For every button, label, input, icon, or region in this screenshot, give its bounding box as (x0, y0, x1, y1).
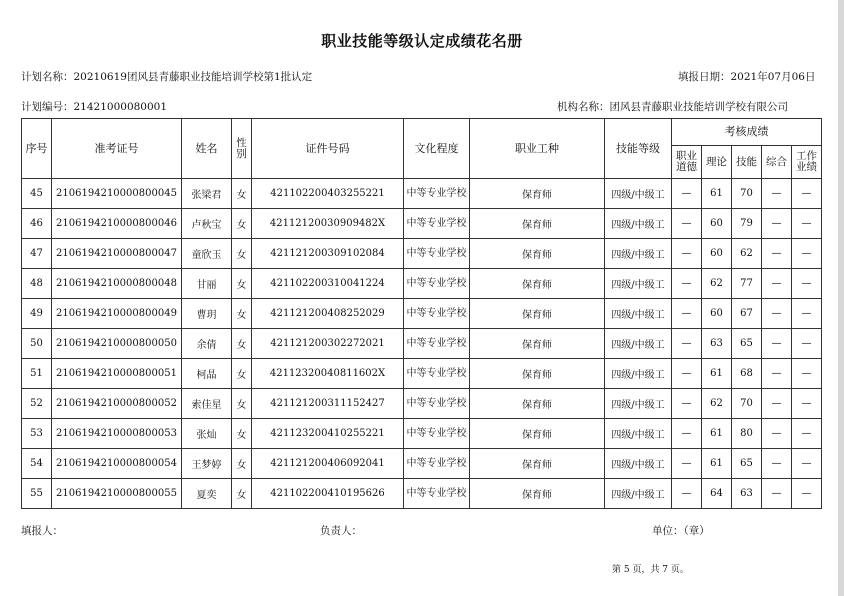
cell-seq: 46 (22, 209, 52, 239)
report-date: 填报日期：2021年07月06日 (678, 71, 816, 83)
cell-gender: 女 (232, 479, 252, 509)
cell-job: 保育师 (470, 269, 605, 299)
header-skill-level: 技能等级 (605, 119, 672, 179)
cell-seq: 49 (22, 299, 52, 329)
cell-id-no: 421121200302272021 (252, 329, 404, 359)
cell-theory: 60 (702, 209, 732, 239)
cell-ethics: — (672, 419, 702, 449)
cell-name: 王梦婷 (182, 449, 232, 479)
cell-name: 童欣玉 (182, 239, 232, 269)
cell-exam-no: 2106194210000800055 (52, 479, 182, 509)
cell-gender: 女 (232, 329, 252, 359)
header-exam-number: 准考证号 (52, 119, 182, 179)
page-title: 职业技能等级认定成绩花名册 (321, 32, 523, 50)
cell-ethics: — (672, 329, 702, 359)
cell-name: 甘丽 (182, 269, 232, 299)
cell-skill: 68 (732, 359, 762, 389)
plan-name: 计划名称：20210619团风县青藤职业技能培训学校第1批认定 (21, 71, 313, 83)
cell-name: 余倩 (182, 329, 232, 359)
cell-id-no: 421121200406092041 (252, 449, 404, 479)
cell-job: 保育师 (470, 179, 605, 209)
cell-skill: 70 (732, 179, 762, 209)
cell-gender: 女 (232, 449, 252, 479)
cell-education: 中等专业学校 (404, 389, 470, 419)
table-row (22, 299, 822, 329)
cell-level: 四级/中级工 (605, 299, 672, 329)
cell-ethics: — (672, 359, 702, 389)
cell-theory: 61 (702, 359, 732, 389)
cell-job: 保育师 (470, 239, 605, 269)
cell-performance: — (792, 239, 822, 269)
header-theory: 理论 (702, 146, 732, 179)
cell-skill: 65 (732, 449, 762, 479)
cell-level: 四级/中级工 (605, 209, 672, 239)
header-overall: 综合 (762, 146, 792, 179)
cell-id-no: 421121200309102084 (252, 239, 404, 269)
cell-level: 四级/中级工 (605, 239, 672, 269)
table-row (22, 239, 822, 269)
score-table (21, 118, 822, 509)
cell-gender: 女 (232, 359, 252, 389)
plan-number: 计划编号：21421000080001 (21, 101, 168, 113)
cell-ethics: — (672, 389, 702, 419)
cell-name: 索佳星 (182, 389, 232, 419)
cell-gender: 女 (232, 239, 252, 269)
cell-job: 保育师 (470, 479, 605, 509)
cell-theory: 62 (702, 269, 732, 299)
cell-overall: — (762, 179, 792, 209)
cell-seq: 45 (22, 179, 52, 209)
cell-exam-no: 2106194210000800052 (52, 389, 182, 419)
cell-job: 保育师 (470, 359, 605, 389)
table-row (22, 179, 822, 209)
cell-exam-no: 2106194210000800047 (52, 239, 182, 269)
cell-job: 保育师 (470, 419, 605, 449)
cell-theory: 61 (702, 419, 732, 449)
cell-level: 四级/中级工 (605, 389, 672, 419)
cell-seq: 52 (22, 389, 52, 419)
cell-id-no: 421121200408252029 (252, 299, 404, 329)
cell-overall: — (762, 209, 792, 239)
cell-skill: 67 (732, 299, 762, 329)
cell-overall: — (762, 359, 792, 389)
cell-gender: 女 (232, 299, 252, 329)
cell-level: 四级/中级工 (605, 359, 672, 389)
cell-education: 中等专业学校 (404, 359, 470, 389)
cell-theory: 62 (702, 389, 732, 419)
cell-skill: 63 (732, 479, 762, 509)
cell-level: 四级/中级工 (605, 329, 672, 359)
cell-name: 张灿 (182, 419, 232, 449)
header-scores: 考核成绩 (672, 119, 822, 146)
cell-gender: 女 (232, 389, 252, 419)
cell-skill: 70 (732, 389, 762, 419)
cell-performance: — (792, 269, 822, 299)
cell-performance: — (792, 449, 822, 479)
table-row (22, 389, 822, 419)
cell-overall: — (762, 389, 792, 419)
cell-theory: 63 (702, 329, 732, 359)
page-indicator: 第 5 页，共 7 页。 (612, 565, 689, 575)
table-row (22, 269, 822, 299)
cell-skill: 62 (732, 239, 762, 269)
cell-seq: 48 (22, 269, 52, 299)
header-ethics: 职业道德 (672, 146, 702, 179)
cell-performance: — (792, 299, 822, 329)
cell-name: 柯晶 (182, 359, 232, 389)
cell-education: 中等专业学校 (404, 209, 470, 239)
cell-overall: — (762, 269, 792, 299)
table-row (22, 419, 822, 449)
cell-overall: — (762, 329, 792, 359)
cell-education: 中等专业学校 (404, 299, 470, 329)
cell-exam-no: 2106194210000800054 (52, 449, 182, 479)
cell-skill: 80 (732, 419, 762, 449)
cell-ethics: — (672, 479, 702, 509)
cell-gender: 女 (232, 179, 252, 209)
filler-label: 填报人： (21, 525, 63, 537)
page-edge (838, 0, 844, 596)
cell-exam-no: 2106194210000800051 (52, 359, 182, 389)
cell-performance: — (792, 179, 822, 209)
cell-ethics: — (672, 449, 702, 479)
cell-performance: — (792, 479, 822, 509)
cell-id-no: 42112320040811602X (252, 359, 404, 389)
cell-ethics: — (672, 269, 702, 299)
unit-seal-label: 单位：（章） (652, 525, 710, 537)
cell-theory: 61 (702, 179, 732, 209)
cell-name: 张梁君 (182, 179, 232, 209)
cell-job: 保育师 (470, 329, 605, 359)
header-job: 职业工种 (470, 119, 605, 179)
cell-level: 四级/中级工 (605, 419, 672, 449)
cell-level: 四级/中级工 (605, 449, 672, 479)
header-education: 文化程度 (404, 119, 470, 179)
organization-name: 机构名称：团风县青藤职业技能培训学校有限公司 (557, 101, 788, 113)
cell-theory: 64 (702, 479, 732, 509)
cell-performance: — (792, 359, 822, 389)
cell-education: 中等专业学校 (404, 269, 470, 299)
cell-seq: 50 (22, 329, 52, 359)
cell-overall: — (762, 449, 792, 479)
cell-id-no: 421102200310041224 (252, 269, 404, 299)
header-id-number: 证件号码 (252, 119, 404, 179)
cell-gender: 女 (232, 209, 252, 239)
cell-overall: — (762, 239, 792, 269)
cell-ethics: — (672, 239, 702, 269)
cell-skill: 79 (732, 209, 762, 239)
cell-performance: — (792, 419, 822, 449)
cell-level: 四级/中级工 (605, 269, 672, 299)
cell-job: 保育师 (470, 389, 605, 419)
header-gender: 性别 (232, 119, 252, 179)
table-row (22, 209, 822, 239)
header-skill: 技能 (732, 146, 762, 179)
cell-performance: — (792, 329, 822, 359)
table-row (22, 329, 822, 359)
cell-level: 四级/中级工 (605, 479, 672, 509)
cell-performance: — (792, 209, 822, 239)
cell-ethics: — (672, 179, 702, 209)
cell-exam-no: 2106194210000800046 (52, 209, 182, 239)
cell-exam-no: 2106194210000800053 (52, 419, 182, 449)
cell-ethics: — (672, 209, 702, 239)
cell-performance: — (792, 389, 822, 419)
cell-seq: 54 (22, 449, 52, 479)
cell-exam-no: 2106194210000800048 (52, 269, 182, 299)
cell-education: 中等专业学校 (404, 449, 470, 479)
cell-overall: — (762, 299, 792, 329)
cell-seq: 55 (22, 479, 52, 509)
cell-theory: 60 (702, 299, 732, 329)
table-row (22, 449, 822, 479)
cell-job: 保育师 (470, 209, 605, 239)
cell-education: 中等专业学校 (404, 239, 470, 269)
cell-education: 中等专业学校 (404, 179, 470, 209)
cell-education: 中等专业学校 (404, 479, 470, 509)
cell-seq: 53 (22, 419, 52, 449)
table-row (22, 359, 822, 389)
cell-name: 曹玥 (182, 299, 232, 329)
cell-skill: 65 (732, 329, 762, 359)
cell-ethics: — (672, 299, 702, 329)
table-row (22, 479, 822, 509)
cell-theory: 60 (702, 239, 732, 269)
cell-id-no: 421121200311152427 (252, 389, 404, 419)
cell-name: 夏奕 (182, 479, 232, 509)
cell-theory: 61 (702, 449, 732, 479)
cell-seq: 51 (22, 359, 52, 389)
cell-overall: — (762, 419, 792, 449)
cell-overall: — (762, 479, 792, 509)
header-name: 姓名 (182, 119, 232, 179)
cell-education: 中等专业学校 (404, 419, 470, 449)
cell-id-no: 421123200410255221 (252, 419, 404, 449)
cell-skill: 77 (732, 269, 762, 299)
header-seq: 序号 (22, 119, 52, 179)
cell-job: 保育师 (470, 299, 605, 329)
cell-gender: 女 (232, 419, 252, 449)
responsible-label: 负责人： (320, 525, 362, 537)
cell-exam-no: 2106194210000800050 (52, 329, 182, 359)
cell-level: 四级/中级工 (605, 179, 672, 209)
cell-id-no: 421102200410195626 (252, 479, 404, 509)
cell-exam-no: 2106194210000800049 (52, 299, 182, 329)
cell-gender: 女 (232, 269, 252, 299)
cell-seq: 47 (22, 239, 52, 269)
cell-exam-no: 2106194210000800045 (52, 179, 182, 209)
cell-name: 卢秋宝 (182, 209, 232, 239)
cell-id-no: 421102200403255221 (252, 179, 404, 209)
cell-education: 中等专业学校 (404, 329, 470, 359)
cell-id-no: 42112120030909482X (252, 209, 404, 239)
header-performance: 工作业绩 (792, 146, 822, 179)
cell-job: 保育师 (470, 449, 605, 479)
